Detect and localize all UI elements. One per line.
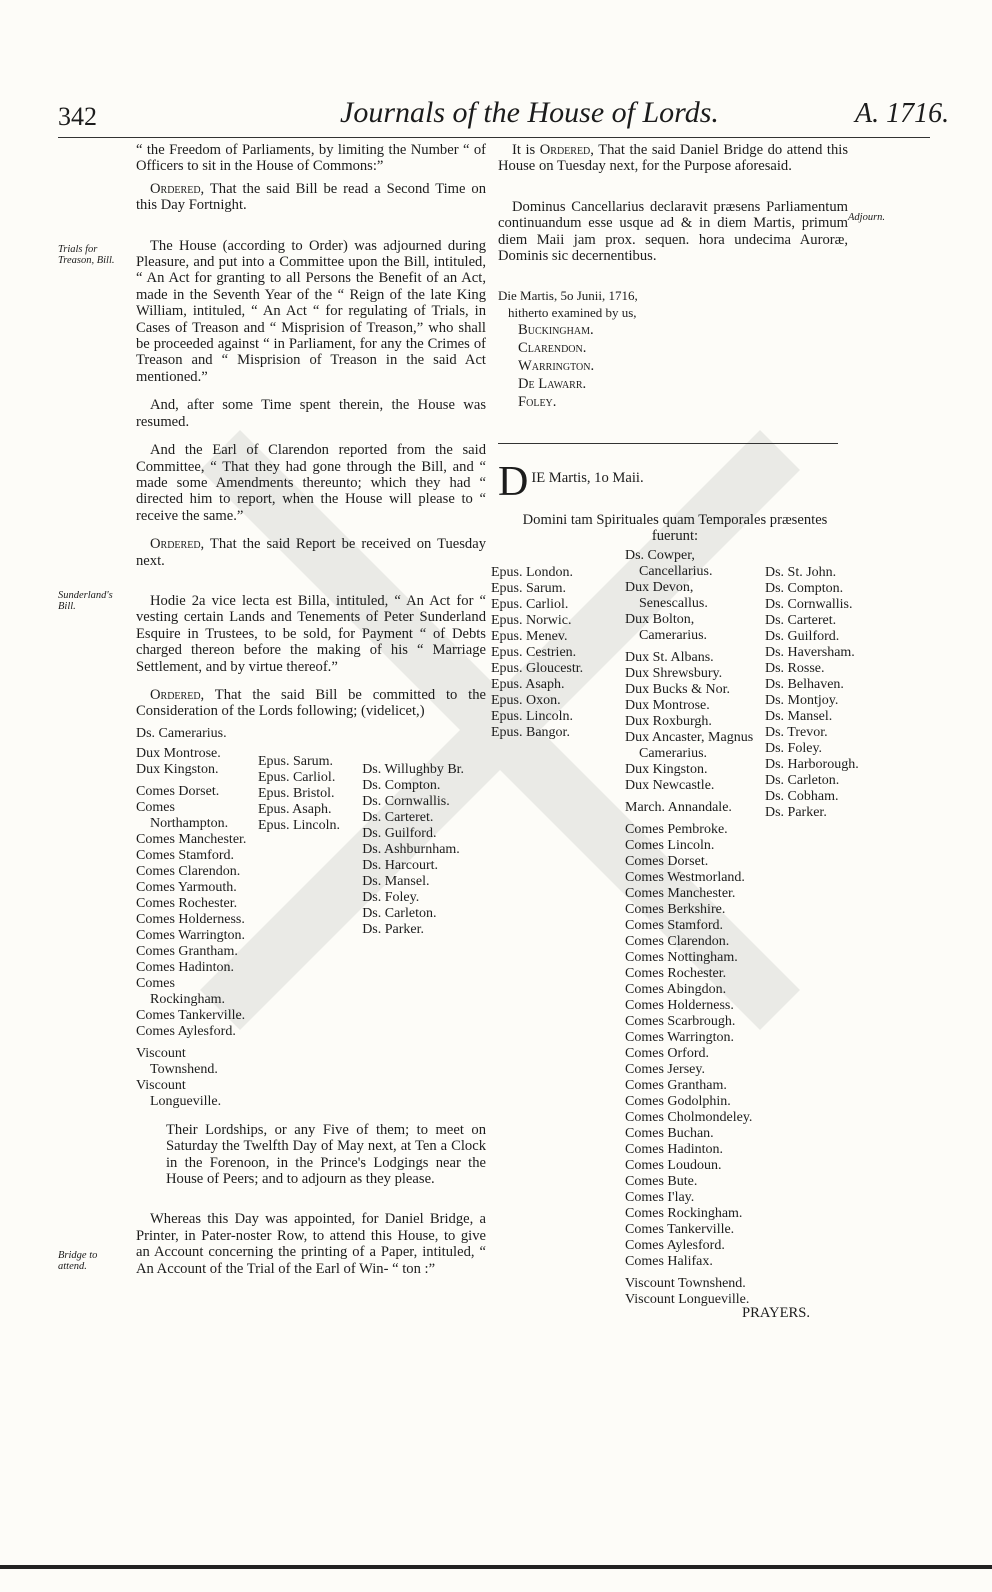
name-entry: Comes Loudoun. — [625, 1158, 722, 1173]
present-col-2 — [625, 548, 765, 1308]
name-entry: Comes Nottingham. — [625, 950, 738, 965]
name-entry: Viscount Townshend. — [625, 1276, 746, 1291]
name-entry: Epus. London. — [491, 565, 574, 580]
present-col-3 — [765, 565, 875, 821]
name-entry: Epus. Cestrien. — [491, 645, 577, 660]
name-entry: Comes Warrington. — [625, 1030, 735, 1045]
name-entry: Ds. Cowper, Cancellarius. — [625, 548, 713, 579]
name-entry: Comes Aylesford. — [625, 1238, 725, 1253]
exam-line: hitherto examined by us, — [508, 304, 637, 320]
name-entry: Comes Manchester. — [625, 886, 736, 901]
name-entry: Viscount Longueville. — [625, 1292, 750, 1307]
left-column — [136, 142, 486, 1277]
name-entry: Ds. Ashburnham. — [362, 841, 460, 857]
name-entry: Comes Aylesford. — [136, 1023, 236, 1039]
name-entry: Ds. Harcourt. — [362, 857, 438, 873]
name-entry: Ds. Parker. — [765, 805, 827, 820]
name-entry: Comes Berkshire. — [625, 902, 726, 917]
name-entry: Comes Manchester. — [136, 831, 247, 847]
section-rule — [498, 443, 838, 444]
name-entry: Dux Bolton, Camerarius. — [625, 612, 708, 643]
name-entry: Epus. Gloucestr. — [491, 661, 584, 676]
name-entry: Dux Ancaster, Magnus Camerarius. — [625, 730, 754, 761]
present-line: Domini tam Spirituales quam Temporales præsentes fuerunt: — [522, 512, 828, 545]
name-entry: Ds. Belhaven. — [765, 677, 844, 692]
name-entry: Ds. Carleton. — [765, 773, 840, 788]
paragraph: Ordered, That the said Report be received on Tuesday next. — [136, 536, 486, 569]
name-entry: Comes Scarbrough. — [625, 1014, 736, 1029]
name-entry: Dux Kingston. — [136, 761, 219, 777]
name-entry: Comes Buchan. — [625, 1126, 714, 1141]
name-entry: Comes Cholmondeley. — [625, 1110, 753, 1125]
name-entry: Epus. Sarum. — [491, 581, 567, 596]
name-entry: Epus. Bangor. — [491, 725, 570, 740]
name-entry: Ds. Cobham. — [765, 789, 839, 804]
name-entry: Comes Rochester. — [136, 895, 238, 911]
name-entry: Dux Kingston. — [625, 762, 708, 777]
committee-col-2 — [258, 746, 356, 1110]
name-entry: Comes Warrington. — [136, 927, 246, 943]
margin-note-adjourn: Adjourn. — [848, 212, 886, 223]
committee-list — [136, 746, 486, 1110]
paragraph: The House (according to Order) was adjourned during Pleasure, and put into a Committee upon the Bill, intituled, “ An Act for granting to all Persons the Benefit of an Act, made in the Seventh Year of the “ Reign of the late King William, intituled, “ An Act “ for regulating of Trials, in Cases of Treason and “ Misprision of Treason,” who shall be proceeded against “ in Parliament, for any the Crimes of Treason and “ Misprision of Treason in the said Act mentioned.” — [136, 237, 486, 385]
name-entry: Epus. Norwic. — [491, 613, 572, 628]
name-entry: Dux Montrose. — [136, 745, 221, 761]
name-entry: Ds. Parker. — [362, 921, 425, 937]
margin-note-sunderland: Sunderland's Bill. — [58, 590, 113, 612]
exam-date: Die Martis, 5o Junii, 1716, — [498, 288, 638, 304]
header-rule — [58, 137, 930, 138]
signers-list — [498, 321, 848, 411]
journal-title: Journals of the House of Lords. — [340, 96, 719, 129]
name-entry: Dux Roxburgh. — [625, 714, 712, 729]
name-entry: Ds. Compton. — [362, 777, 441, 793]
paragraph: “ the Freedom of Parliaments, by limiting the Number “ of Officers to sit in the House of Commons:” — [136, 142, 486, 175]
name-entry: Ds. Foley. — [362, 889, 420, 905]
name-entry: Epus. Menev. — [491, 629, 568, 644]
name-entry: Dux Shrewsbury. — [625, 666, 723, 681]
paragraph: Whereas this Day was appointed, for Daniel Bridge, a Printer, in Pater-noster Row, to attend this House, to give an Account concerning the printing of a Paper, intituled, “ An Account of the Trial of the Earl of Win- “ ton :” — [136, 1211, 486, 1277]
name-entry: Comes Godolphin. — [625, 1094, 731, 1109]
committee-head: Ds. Camerarius. — [136, 725, 227, 741]
signer-name: Warrington. — [518, 358, 595, 375]
name-entry: Comes Rockingham. — [136, 975, 226, 1007]
paragraph: And, after some Time spent therein, the House was resumed. — [136, 397, 486, 430]
name-entry: Ds. Compton. — [765, 581, 844, 596]
name-entry: Epus. Lincoln. — [257, 817, 340, 833]
name-entry: Ds. Mansel. — [765, 709, 833, 724]
name-entry: Comes Dorset. — [136, 783, 220, 799]
name-entry: Epus. Asaph. — [491, 677, 565, 692]
paragraph: And the Earl of Clarendon reported from the said Committee, “ That they had gone through the Bill, and “ made some Amendments thereunto; which they had “ directed him to report, when the House will please to “ receive the same.” — [136, 442, 486, 524]
signer-name: Foley. — [518, 394, 557, 411]
name-entry: Ds. Harborough. — [765, 757, 859, 772]
name-entry: Comes Rochester. — [625, 966, 727, 981]
name-entry: Dux Bucks & Nor. — [625, 682, 730, 697]
committee-col-3 — [362, 746, 486, 1110]
name-entry: Ds. Montjoy. — [765, 693, 839, 708]
name-entry: Ds. Willughby Br. — [362, 761, 465, 777]
name-entry: Comes Rockingham. — [625, 1206, 743, 1221]
name-entry: Epus. Sarum. — [257, 753, 333, 769]
name-entry: Comes Halifax. — [625, 1254, 713, 1269]
name-entry: Epus. Bristol. — [257, 785, 335, 801]
name-entry: Comes Orford. — [625, 1046, 709, 1061]
paragraph: Their Lordships, or any Five of them; to meet on Saturday the Twelfth Day of May next, at Ten a Clock in the Forenoon, in the Prince's Lodgings near the House of Peers; and to adjourn as they please. — [166, 1121, 486, 1187]
name-entry: Epus. Carliol. — [491, 597, 569, 612]
name-entry: Comes Hadinton. — [136, 959, 234, 975]
name-entry: March. Annandale. — [625, 800, 732, 815]
name-entry: Comes Stamford. — [136, 847, 234, 863]
name-entry: Comes Clarendon. — [136, 863, 241, 879]
paragraph: Dominus Cancellarius declaravit præsens Parliamentum continuandum esse usque ad & in diem Martis, primum diem Maii jam prox. sequen. hora undecima Auroræ, Dominis sic decernentibus. — [498, 198, 848, 265]
drop-cap: D — [498, 459, 529, 505]
name-entry: Comes Northampton. — [136, 799, 229, 831]
margin-note-bridge: Bridge to attend. — [58, 1250, 98, 1272]
name-entry: Ds. Cornwallis. — [362, 793, 450, 809]
name-entry: Comes Tankerville. — [136, 1007, 246, 1023]
name-entry: Ds. Haversham. — [765, 645, 855, 660]
committee-col-1 — [136, 746, 252, 1110]
name-entry: Comes Dorset. — [625, 854, 709, 869]
name-entry: Epus. Asaph. — [257, 801, 332, 817]
name-entry: Dux Devon, Senescallus. — [625, 580, 708, 611]
name-entry: Ds. Carleton. — [362, 905, 437, 921]
signer-name: De Lawarr. — [518, 376, 587, 393]
name-entry: Dux St. Albans. — [625, 650, 714, 665]
name-entry: Comes Clarendon. — [625, 934, 730, 949]
name-entry: Viscount Townshend. — [136, 1045, 218, 1077]
right-column — [498, 142, 848, 411]
name-entry: Ds. Mansel. — [362, 873, 430, 889]
name-entry: Comes Westmorland. — [625, 870, 745, 885]
name-entry: Comes Lincoln. — [625, 838, 715, 853]
day-heading-text: IE Martis, 1o Maii. — [531, 470, 644, 486]
catchword: PRAYERS. — [742, 1305, 811, 1321]
name-entry: Comes Pembroke. — [625, 822, 728, 837]
name-entry: Dux Newcastle. — [625, 778, 715, 793]
present-col-1 — [491, 565, 613, 741]
name-entry: Ds. Carteret. — [765, 613, 837, 628]
name-entry: Ds. St. John. — [765, 565, 837, 580]
name-entry: Ds. Foley. — [765, 741, 823, 756]
name-entry: Ds. Rosse. — [765, 661, 825, 676]
name-entry: Comes I'lay. — [625, 1190, 695, 1205]
signer-name: Clarendon. — [518, 340, 587, 357]
name-entry: Dux Montrose. — [625, 698, 710, 713]
name-entry: Viscount Longueville. — [136, 1077, 222, 1109]
name-entry: Ds. Cornwallis. — [765, 597, 853, 612]
paragraph: Ordered, That the said Bill be committed to the Consideration of the Lords following; (videlicet,) — [136, 686, 486, 720]
name-entry: Comes Tankerville. — [625, 1222, 735, 1237]
name-entry: Epus. Carliol. — [257, 769, 336, 785]
name-entry: Epus. Oxon. — [491, 693, 561, 708]
bottom-rule — [0, 1565, 992, 1569]
name-entry: Epus. Lincoln. — [491, 709, 574, 724]
page-number: 342 — [58, 102, 97, 131]
name-entry: Comes Jersey. — [625, 1062, 705, 1077]
name-entry: Comes Stamford. — [625, 918, 723, 933]
name-entry: Comes Yarmouth. — [136, 879, 237, 895]
name-entry: Ds. Guilford. — [362, 825, 437, 841]
signer-name: Buckingham. — [518, 322, 594, 339]
day-heading — [498, 459, 848, 505]
name-entry: Comes Bute. — [625, 1174, 698, 1189]
name-entry: Ds. Guilford. — [765, 629, 840, 644]
name-entry: Comes Grantham. — [625, 1078, 727, 1093]
name-entry: Comes Abingdon. — [625, 982, 727, 997]
name-entry: Ds. Carteret. — [362, 809, 434, 825]
paragraph: Hodie 2a vice lecta est Billa, intituled, “ An Act for “ vesting certain Lands and Tenements of Peter Sunderland Esquire in Trustees, to be sold, for Payment “ of Debts charged thereon before the making of his “ Marriage Settlement, and by virtue thereof.” — [136, 592, 486, 675]
name-entry: Comes Holderness. — [136, 911, 245, 927]
name-entry: Comes Holderness. — [625, 998, 734, 1013]
paragraph: Ordered, That the said Bill be read a Second Time on this Day Fortnight. — [136, 180, 486, 214]
year-header: A. 1716. — [855, 98, 950, 129]
paragraph: It is Ordered, That the said Daniel Bridge do attend this House on Tuesday next, for the Purpose aforesaid. — [498, 142, 849, 175]
name-entry: Comes Hadinton. — [625, 1142, 723, 1157]
margin-note-trials: Trials for Treason, Bill. — [58, 244, 115, 266]
name-entry: Ds. Trevor. — [765, 725, 828, 740]
name-entry: Comes Grantham. — [136, 943, 238, 959]
